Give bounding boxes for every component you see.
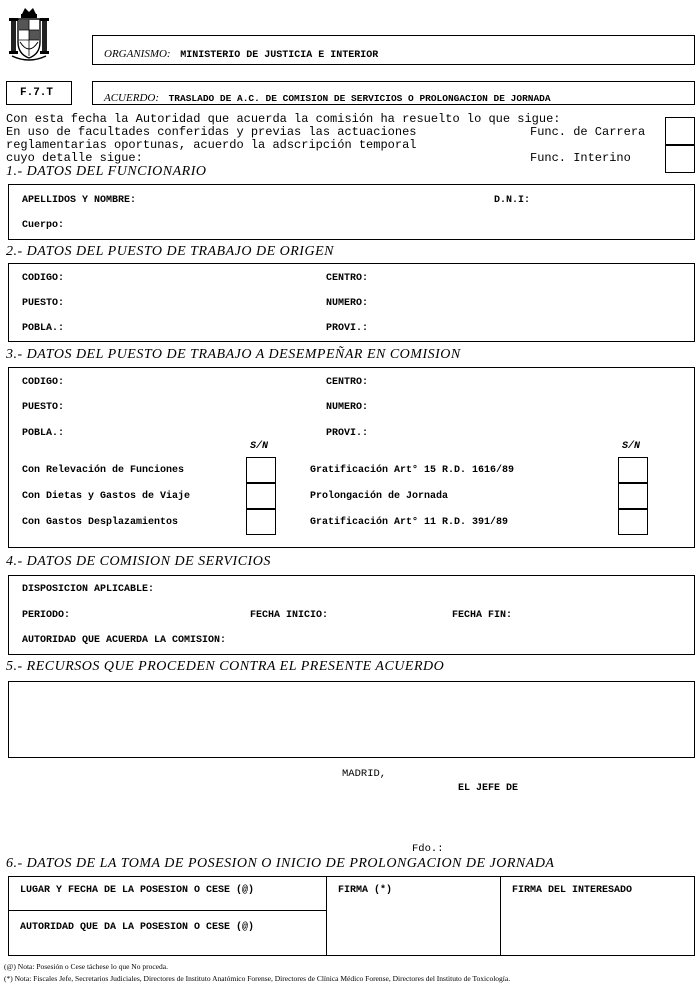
acuerdo-line — [104, 88, 551, 106]
section-1-title: 1.- DATOS DEL FUNCIONARIO — [6, 164, 207, 179]
s2-numero-label: NUMERO: — [326, 298, 369, 309]
autoridad-posesion-label: AUTORIDAD QUE DA LA POSESION O CESE (@) — [20, 922, 255, 933]
madrid-label: MADRID, — [342, 768, 387, 780]
s3-centro-label: CENTRO: — [326, 377, 369, 388]
recursos-textarea[interactable] — [8, 681, 695, 758]
note-2: (*) Nota: Fiscales Jefe, Secretarios Judiciales, Directores de Instituto Anatómico Forense, Directores de Clínica Médico Forense, Directores del Instituto de Toxicología. — [4, 974, 511, 983]
section-1-box — [8, 184, 695, 240]
s2-provi-label: PROVI.: — [326, 323, 369, 334]
intro-line-1: Con esta fecha la Autoridad que acuerda la comisión ha resuelto lo que sigue: — [6, 112, 561, 126]
fecha-inicio-label: FECHA INICIO: — [250, 610, 329, 621]
acuerdo-label: ACUERDO: — [104, 92, 159, 104]
coat-of-arms-emblem — [8, 6, 50, 64]
s2-puesto-label: PUESTO: — [22, 298, 65, 309]
dni-label: D.N.I: — [494, 195, 531, 206]
s3-codigo-label: CODIGO: — [22, 377, 65, 388]
organismo-line — [104, 44, 378, 62]
section-6-hdivider — [8, 910, 326, 911]
opt-gratificacion-11-checkbox[interactable] — [618, 509, 648, 535]
firma-label: FIRMA (*) — [338, 885, 393, 896]
opt-prolongacion-label: Prolongación de Jornada — [310, 491, 449, 502]
s3-provi-label: PROVI.: — [326, 428, 369, 439]
acuerdo-value: TRASLADO DE A.C. DE COMISION DE SERVICIOS O PROLONGACION DE JORNADA — [168, 93, 551, 104]
opt-dietas-checkbox[interactable] — [246, 483, 276, 509]
opt-prolongacion-checkbox[interactable] — [618, 483, 648, 509]
section-4-title: 4.- DATOS DE COMISION DE SERVICIOS — [6, 554, 271, 569]
apellidos-label: APELLIDOS Y NOMBRE: — [22, 195, 137, 206]
opt-desplazamientos-label: Con Gastos Desplazamientos — [22, 517, 179, 528]
disposicion-label: DISPOSICION APLICABLE: — [22, 584, 155, 595]
s2-centro-label: CENTRO: — [326, 273, 369, 284]
opt-desplazamientos-checkbox[interactable] — [246, 509, 276, 535]
opt-gratificacion-15-checkbox[interactable] — [618, 457, 648, 483]
opt-relevacion-label: Con Relevación de Funciones — [22, 465, 185, 476]
fdo-label: Fdo.: — [412, 843, 444, 855]
organismo-value: MINISTERIO DE JUSTICIA E INTERIOR — [180, 50, 379, 61]
opt-dietas-label: Con Dietas y Gastos de Viaje — [22, 491, 191, 502]
func-carrera-checkbox[interactable] — [665, 117, 695, 145]
opt-gratificacion-11-label: Gratificación Art° 11 R.D. 391/89 — [310, 517, 509, 528]
form-code: F.7.T — [20, 87, 54, 99]
organismo-label: ORGANISMO: — [104, 48, 171, 60]
s2-pobla-label: POBLA.: — [22, 323, 65, 334]
sn-left-header: S/N — [250, 441, 269, 452]
intro-line-2: En uso de facultades conferidas y previas las actuaciones — [6, 125, 417, 139]
section-6-title: 6.- DATOS DE LA TOMA DE POSESION O INICIO DE PROLONGACION DE JORNADA — [6, 856, 555, 871]
intro-line-4: cuyo detalle sigue: — [6, 151, 143, 165]
func-carrera-label: Func. de Carrera — [530, 125, 646, 139]
s2-codigo-label: CODIGO: — [22, 273, 65, 284]
firma-interesado-label: FIRMA DEL INTERESADO — [512, 885, 633, 896]
note-1: (@) Nota: Posesión o Cese táchese lo que No proceda. — [4, 962, 168, 971]
func-interino-label: Func. Interino — [530, 151, 631, 165]
opt-gratificacion-15-label: Gratificación Art° 15 R.D. 1616/89 — [310, 465, 515, 476]
section-5-title: 5.- RECURSOS QUE PROCEDEN CONTRA EL PRESENTE ACUERDO — [6, 659, 445, 674]
periodo-label: PERIODO: — [22, 610, 71, 621]
sn-right-header: S/N — [622, 441, 641, 452]
autoridad-comision-label: AUTORIDAD QUE ACUERDA LA COMISION: — [22, 635, 227, 646]
fecha-fin-label: FECHA FIN: — [452, 610, 513, 621]
section-6-divider-2 — [500, 876, 501, 956]
s3-pobla-label: POBLA.: — [22, 428, 65, 439]
section-2-title: 2.- DATOS DEL PUESTO DE TRABAJO DE ORIGEN — [6, 244, 334, 259]
func-interino-checkbox[interactable] — [665, 145, 695, 173]
section-3-title: 3.- DATOS DEL PUESTO DE TRABAJO A DESEMPEÑAR EN COMISION — [6, 347, 461, 362]
opt-relevacion-checkbox[interactable] — [246, 457, 276, 483]
lugar-fecha-label: LUGAR Y FECHA DE LA POSESION O CESE (@) — [20, 885, 255, 896]
intro-line-3: reglamentarias oportunas, acuerdo la adscripción temporal — [6, 138, 417, 152]
section-6-divider-1 — [326, 876, 327, 956]
s3-numero-label: NUMERO: — [326, 402, 369, 413]
cuerpo-label: Cuerpo: — [22, 220, 65, 231]
s3-puesto-label: PUESTO: — [22, 402, 65, 413]
jefe-de-label: EL JEFE DE — [458, 783, 519, 794]
